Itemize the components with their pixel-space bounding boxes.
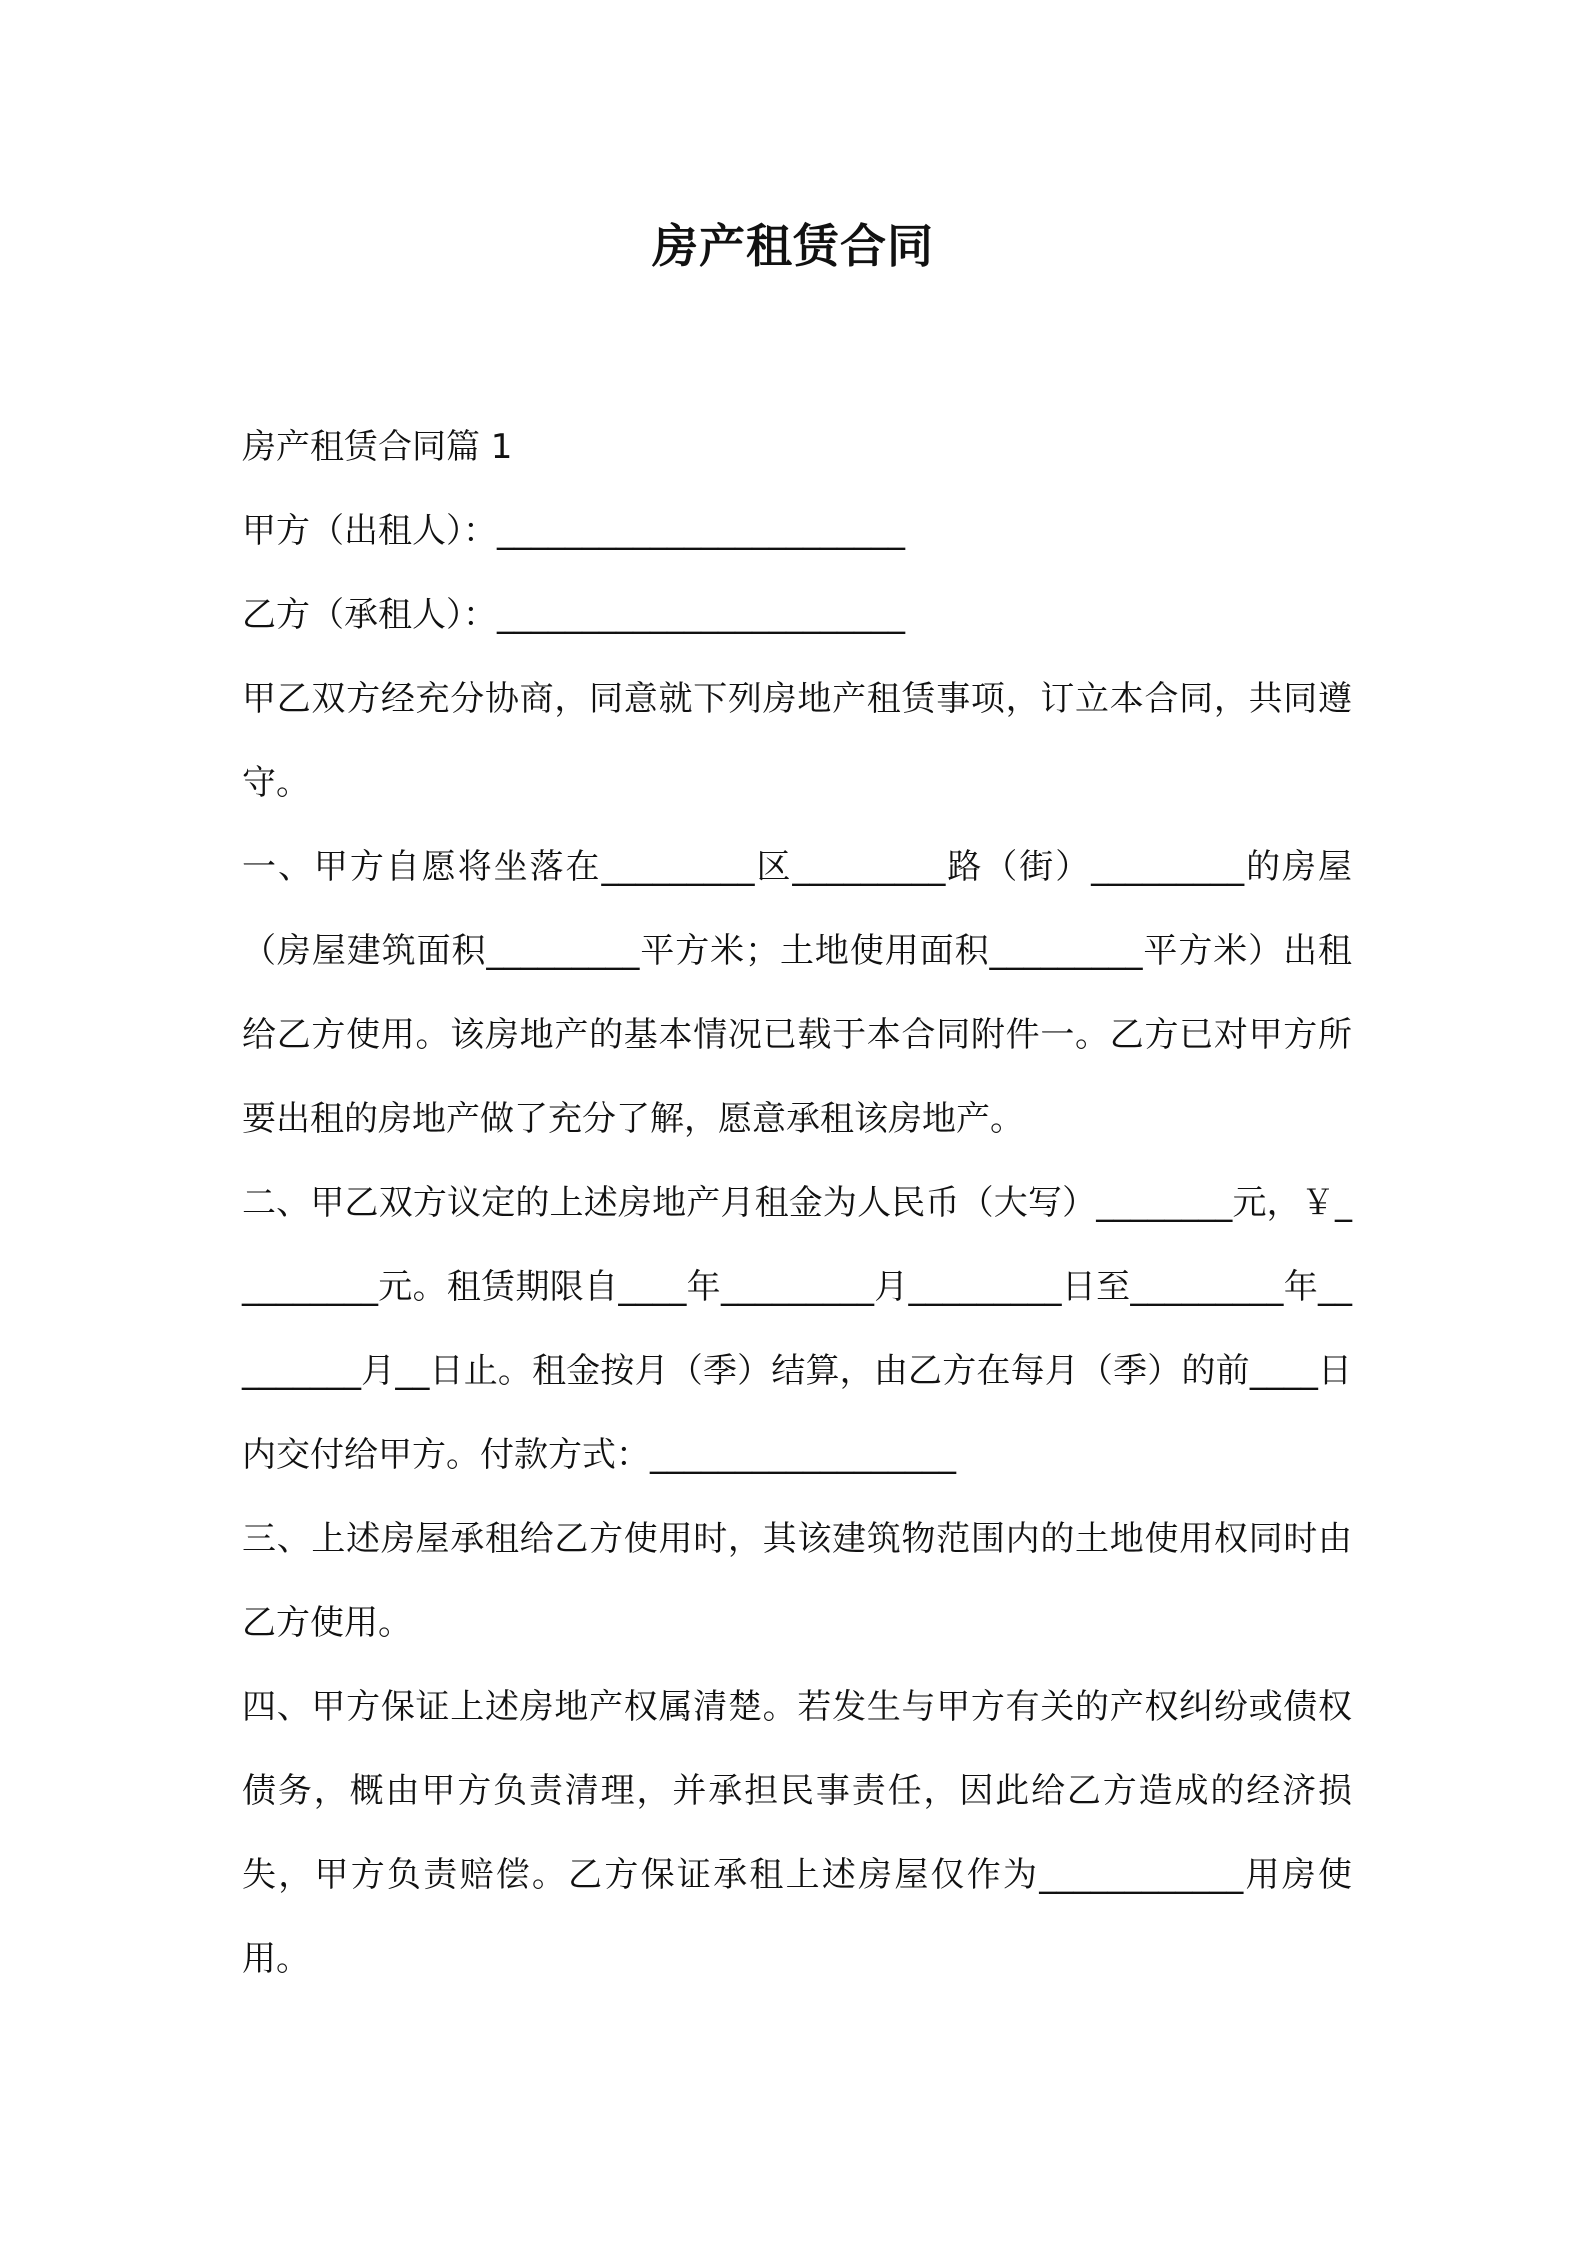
document-title: 房产租赁合同 bbox=[652, 219, 934, 273]
clause-1-paragraph: 一、甲方自愿将坐落在_________区_________路（街）_________的房屋（房屋建筑面积_________平方米；土地使用面积_________平方米）出租给乙方使用。该房地产的基本情况已载于本合同附件一。乙方已对甲方所要出租的房地产做了充分了解，愿意承租该房地产。 bbox=[242, 847, 1352, 1139]
clause-3-paragraph: 三、上述房屋承租给乙方使用时，其该建筑物范围内的土地使用权同时由乙方使用。 bbox=[242, 1519, 1352, 1643]
party-b-line: 乙方（承租人）：________________________ bbox=[242, 595, 905, 635]
document-body bbox=[242, 405, 1352, 2001]
clause-4-paragraph: 四、甲方保证上述房地产权属清楚。若发生与甲方有关的产权纠纷或债权债务，概由甲方负责清理，并承担民事责任，因此给乙方造成的经济损失，甲方负责赔偿。乙方保证承租上述房屋仅作为____________用房使用。 bbox=[242, 1687, 1352, 1979]
clause-2-paragraph: 二、甲乙双方议定的上述房地产月租金为人民币（大写）________元，￥_________元。租赁期限自____年_________月_________日至_________年_________月__日止。租金按月（季）结算，由乙方在每月（季）的前____日内交付给甲方。付款方式：__________________ bbox=[242, 1183, 1352, 1475]
party-a-line: 甲方（出租人）：________________________ bbox=[242, 511, 905, 551]
section-heading: 房产租赁合同篇 1 bbox=[242, 427, 513, 467]
preamble-paragraph: 甲乙双方经充分协商，同意就下列房地产租赁事项，订立本合同，共同遵守。 bbox=[242, 679, 1352, 803]
